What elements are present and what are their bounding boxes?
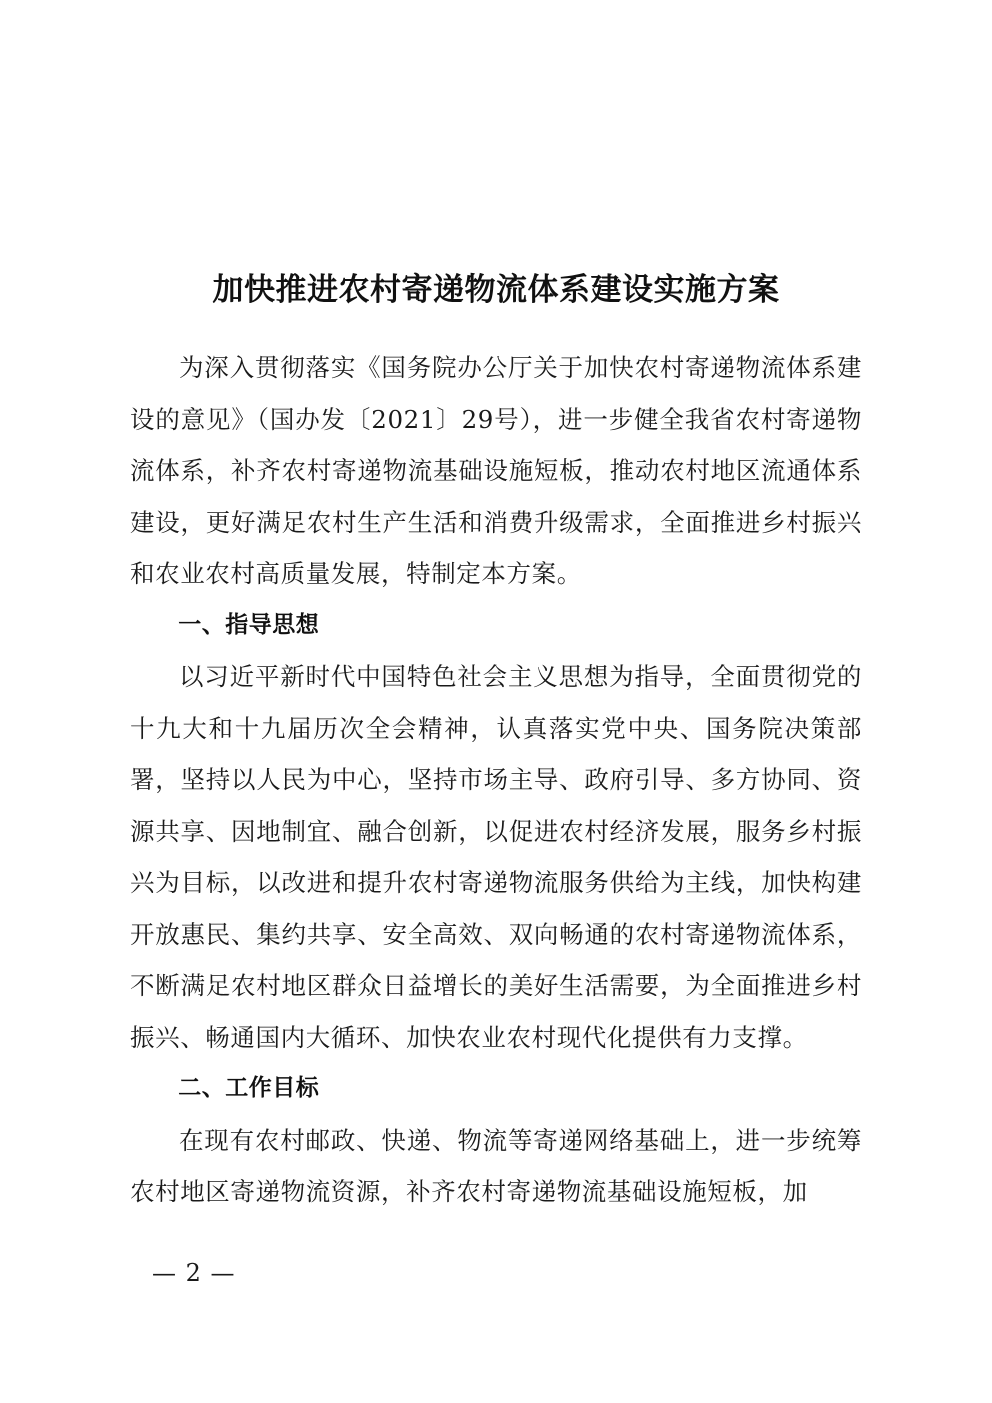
page-number: — 2 —: [152, 1259, 236, 1287]
section-paragraph-work-goals: 在现有农村邮政、快递、物流等寄递网络基础上，进一步统筹农村地区寄递物流资源，补齐农村寄递物流基础设施短板，加: [130, 1125, 862, 1206]
document-body: [130, 342, 862, 1218]
section-heading-work-goals: 二、工作目标: [178, 1075, 320, 1101]
document-title: 加快推进农村寄递物流体系建设实施方案: [212, 272, 780, 308]
section-heading-guiding-ideology: 一、指导思想: [178, 611, 320, 638]
section-paragraph-guiding-ideology: 以习近平新时代中国特色社会主义思想为指导，全面贯彻党的十九大和十九届历次全会精神，认真落实党中央、国务院决策部署，坚持以人民为中心，坚持市场主导、政府引导、多方协同、资源共享、因地制宜、融合创新，以促进农村经济发展，服务乡村振兴为目标，以改进和提升农村寄递物流服务供给为主线，加快构建开放惠民、集约共享、安全高效、双向畅通的农村寄递物流体系，不断满足农村地区群众日益增长的美好生活需要，为全面推进乡村振兴、畅通国内大循环、加快农业农村现代化提供有力支撑。: [130, 662, 862, 1052]
intro-paragraph: 为深入贯彻落实《国务院办公厅关于加快农村寄递物流体系建设的意见》（国办发〔2021〕29号），进一步健全我省农村寄递物流体系，补齐农村寄递物流基础设施短板，推动农村地区流通体系建设，更好满足农村生产生活和消费升级需求，全面推进乡村振兴和农业农村高质量发展，特制定本方案。: [130, 353, 862, 588]
